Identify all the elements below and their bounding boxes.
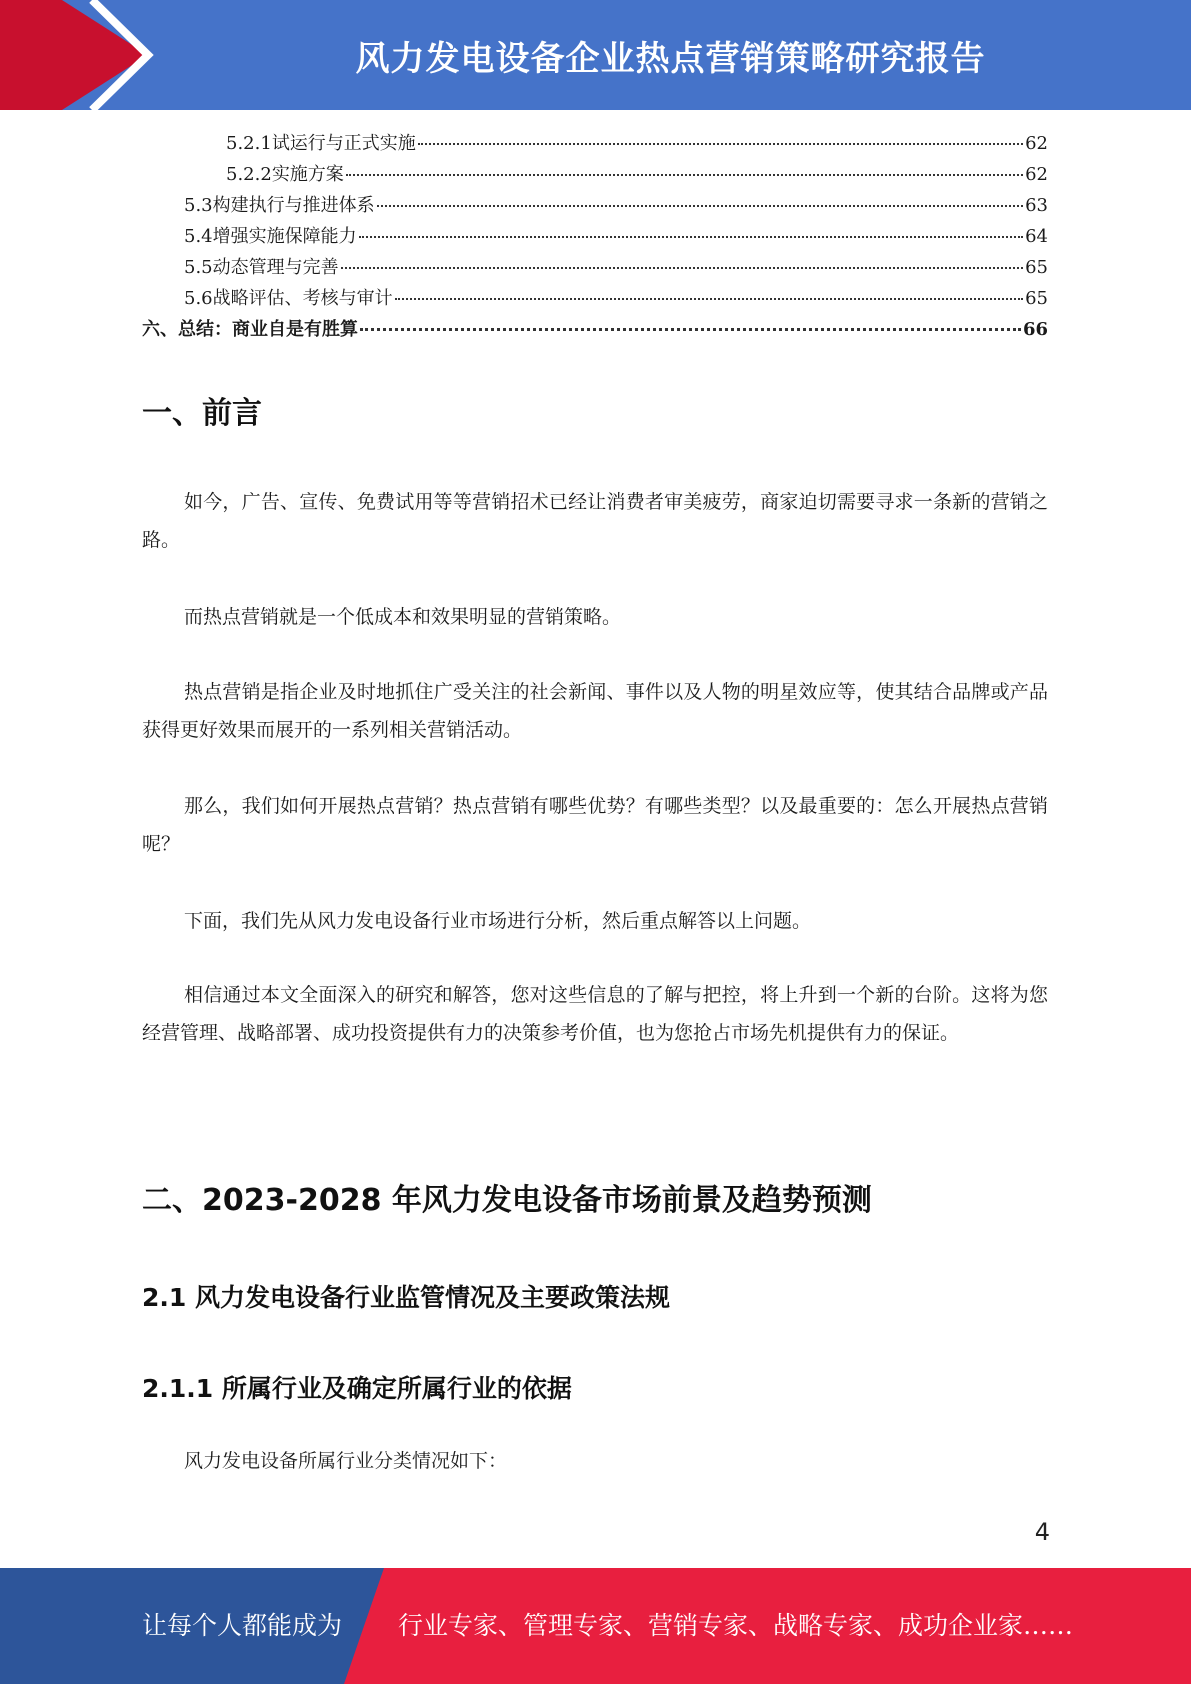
toc-entry[interactable]: [142, 190, 1048, 221]
header-banner: [0, 0, 1191, 110]
toc-entry-page: 63: [1025, 195, 1048, 216]
toc-entry-title: 试运行与正式实施: [271, 133, 416, 154]
footer-slogan-left: 让每个人都能成为: [142, 1611, 343, 1640]
toc-entry-page: 65: [1025, 257, 1048, 278]
toc-entry-title: 六、总结：商业自是有胜算: [142, 319, 358, 340]
toc-leader-dots: [341, 267, 1023, 269]
toc-entry-number: 5.5: [184, 257, 213, 278]
toc-entry-number: 5.4: [184, 226, 213, 247]
toc-entry-title: 实施方案: [271, 164, 344, 185]
paragraph: 下面，我们先从风力发电设备行业市场进行分析，然后重点解答以上问题。: [184, 910, 812, 932]
paragraph: 那么，我们如何开展热点营销？热点营销有哪些优势？有哪些类型？以及最重要的：怎么开展热点营销呢？: [142, 795, 1048, 855]
subsection-heading: 2.1 风力发电设备行业监管情况及主要政策法规: [142, 1283, 670, 1312]
paragraph: 相信通过本文全面深入的研究和解答，您对这些信息的了解与把控，将上升到一个新的台阶。这将为您经营管理、战略部署、成功投资提供有力的决策参考价值，也为您抢占市场先机提供有力的保证。: [142, 984, 1048, 1044]
toc-leader-dots: [359, 236, 1023, 238]
toc-entry-title: 增强实施保障能力: [212, 226, 357, 247]
toc-entry[interactable]: [142, 221, 1048, 252]
paragraph: 热点营销是指企业及时地抓住广受关注的社会新闻、事件以及人物的明星效应等，使其结合品牌或产品获得更好效果而展开的一系列相关营销活动。: [142, 681, 1048, 741]
toc-entry-page: 65: [1025, 288, 1048, 309]
toc-entry-page: 62: [1025, 133, 1048, 154]
toc-entry-page: 66: [1022, 319, 1048, 340]
toc-entry-number: 5.3: [184, 195, 213, 216]
toc-entry-number: 5.6: [184, 288, 213, 309]
section-heading-forecast: 二、2023-2028 年风力发电设备市场前景及趋势预测: [142, 1183, 872, 1218]
report-title: 风力发电设备企业热点营销策略研究报告: [355, 38, 986, 79]
section-heading-preface: 一、前言: [142, 396, 262, 431]
toc-entry-page: 64: [1025, 226, 1048, 247]
toc-leader-dots: [346, 174, 1023, 176]
toc-leader-dots: [395, 298, 1023, 300]
toc-entry-page: 62: [1025, 164, 1048, 185]
footer-banner: [0, 1568, 1191, 1684]
subsection-heading: 2.1.1 所属行业及确定所属行业的依据: [142, 1374, 572, 1403]
toc-entry-title: 构建执行与推进体系: [212, 195, 375, 216]
toc-entry[interactable]: [142, 314, 1048, 345]
toc-entry[interactable]: [142, 128, 1048, 159]
toc-leader-dots: [418, 143, 1023, 145]
toc-entry-number: 5.2.1: [226, 133, 272, 154]
toc-leader-dots: [377, 205, 1023, 207]
paragraph: 风力发电设备所属行业分类情况如下：: [184, 1450, 508, 1472]
toc-entry-title: 动态管理与完善: [212, 257, 339, 278]
toc-entry[interactable]: [142, 159, 1048, 190]
toc-leader-dots: [360, 328, 1021, 331]
toc-entry[interactable]: [142, 252, 1048, 283]
toc-entry-title: 战略评估、考核与审计: [212, 288, 393, 309]
paragraph: 而热点营销就是一个低成本和效果明显的营销策略。: [184, 606, 622, 628]
footer-slogan-right: 行业专家、管理专家、营销专家、战略专家、成功企业家……: [398, 1611, 1074, 1640]
page-number: 4: [1034, 1518, 1050, 1546]
paragraph: 如今，广告、宣传、免费试用等等营销招术已经让消费者审美疲劳，商家迫切需要寻求一条新的营销之路。: [142, 491, 1048, 551]
table-of-contents: [142, 128, 1048, 345]
toc-entry[interactable]: [142, 283, 1048, 314]
toc-entry-number: 5.2.2: [226, 164, 272, 185]
